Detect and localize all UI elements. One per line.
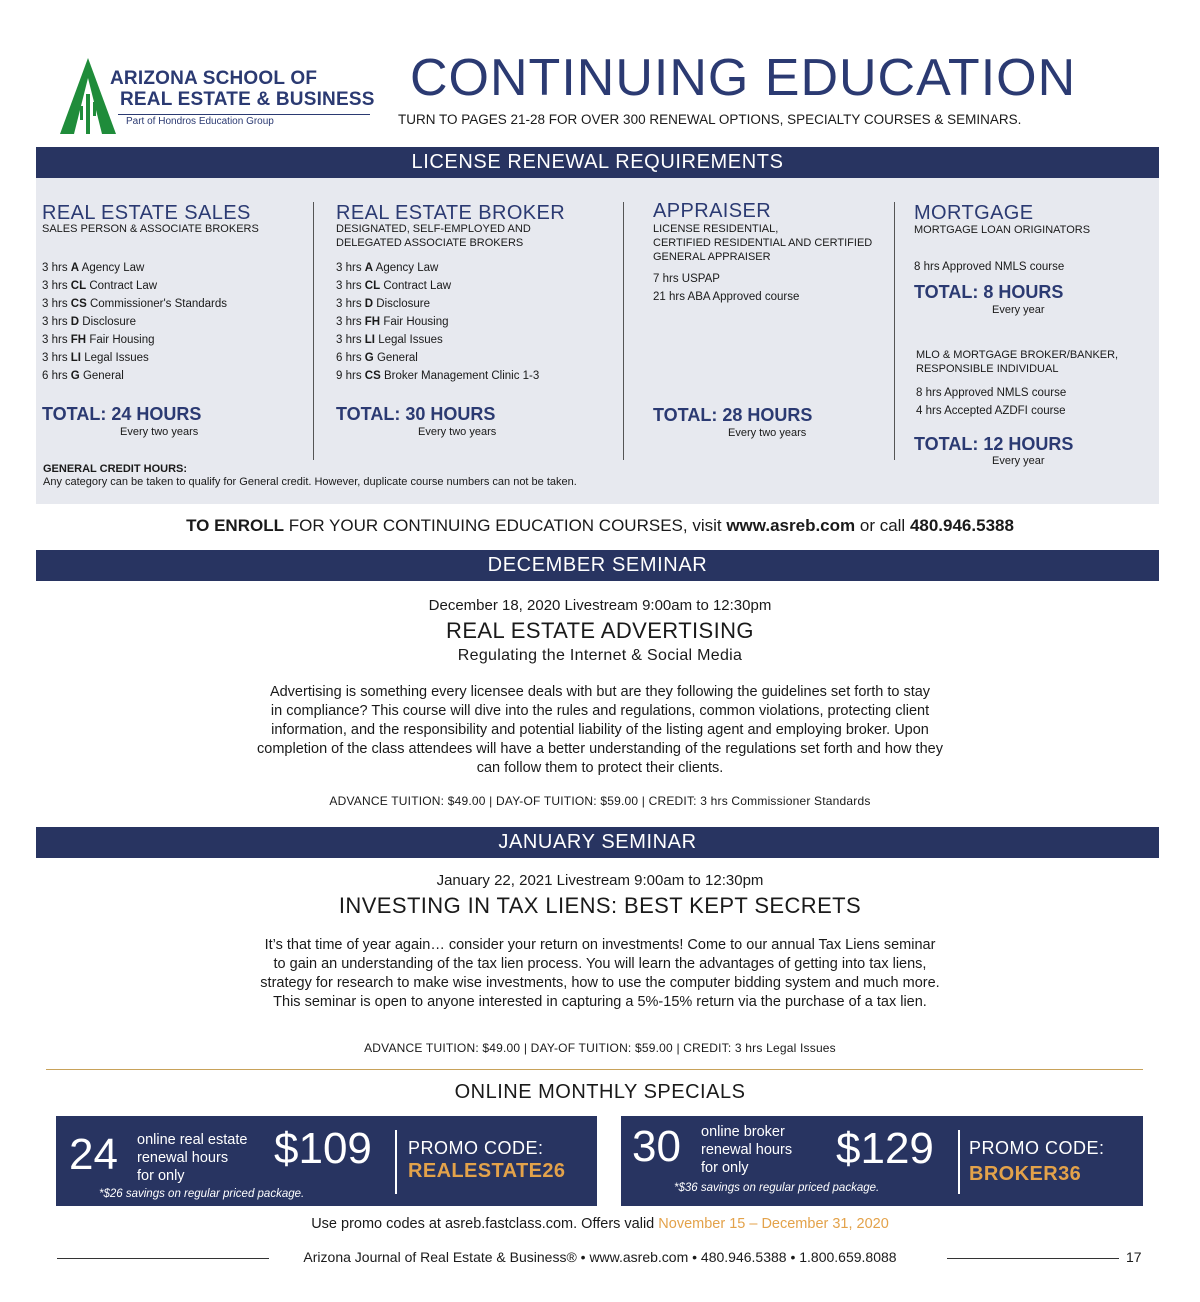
specials-heading: ONLINE MONTHLY SPECIALS <box>454 1081 746 1103</box>
footer-text: Arizona Journal of Real Estate & Business® • www.asreb.com • 480.946.5388 • 1.800.659.8088 <box>303 1249 897 1265</box>
course-item: 3 hrs CS Commissioner's Standards <box>42 298 228 310</box>
appraiser-title: APPRAISER <box>653 200 772 222</box>
appraiser-total: TOTAL: 28 HOURS <box>653 405 813 425</box>
page-title: CONTINUING EDUCATION <box>410 49 1077 107</box>
course-item: 3 hrs LI Legal Issues <box>336 334 443 346</box>
broker-frequency: Every two years <box>418 426 497 438</box>
mountain-logo-icon <box>58 56 118 136</box>
mortgage-subtitle-2b: RESPONSIBLE INDIVIDUAL <box>916 363 1059 375</box>
december-seminar-heading: DECEMBER SEMINAR <box>36 550 1159 581</box>
renewal-requirements-panel <box>36 178 1159 504</box>
january-date: January 22, 2021 Livestream 9:00am to 12:30pm <box>436 872 764 889</box>
sales-total: TOTAL: 24 HOURS <box>42 404 202 424</box>
column-divider <box>313 202 314 460</box>
december-subtitle: Regulating the Internet & Social Media <box>457 647 743 664</box>
course-item: 3 hrs CL Contract Law <box>336 280 452 292</box>
general-credit-label: GENERAL CREDIT HOURS: <box>43 463 188 475</box>
course-item: 8 hrs Approved NMLS course <box>914 261 1065 273</box>
promo-code[interactable]: REALESTATE26 <box>408 1160 566 1182</box>
broker-title: REAL ESTATE BROKER <box>336 202 566 224</box>
course-item: 3 hrs FH Fair Housing <box>336 316 449 328</box>
appraiser-subtitle-3: GENERAL APPRAISER <box>653 251 771 263</box>
promo-card-realestate[interactable] <box>56 1116 597 1206</box>
mortgage-subtitle: MORTGAGE LOAN ORIGINATORS <box>914 224 1091 236</box>
mortgage-frequency-2: Every year <box>992 455 1045 467</box>
course-item: 9 hrs CS Broker Management Clinic 1-3 <box>336 370 540 382</box>
sales-frequency: Every two years <box>120 426 199 438</box>
mortgage-subtitle-2a: MLO & MORTGAGE BROKER/BANKER, <box>916 349 1119 361</box>
column-divider <box>894 202 895 460</box>
promo-price: $129 <box>836 1124 934 1173</box>
mortgage-title: MORTGAGE <box>914 202 1034 224</box>
promo-note: Use promo codes at asreb.fastclass.com. Offers valid November 15 – December 31, 2020 <box>311 1216 889 1232</box>
appraiser-frequency: Every two years <box>728 427 807 439</box>
course-item: 6 hrs G General <box>336 352 418 364</box>
course-item: 3 hrs D Disclosure <box>336 298 430 310</box>
promo-description: online broker renewal hours for only <box>701 1124 793 1176</box>
logo-line-3: Part of Hondros Education Group <box>126 116 274 127</box>
course-item: 3 hrs A Agency Law <box>42 262 145 274</box>
promo-hours: 24 <box>69 1130 118 1179</box>
broker-subtitle-2: DELEGATED ASSOCIATE BROKERS <box>336 237 524 249</box>
course-item: 7 hrs USPAP <box>653 273 720 285</box>
enroll-phone[interactable]: 480.946.5388 <box>909 516 1014 535</box>
mortgage-total-2: TOTAL: 12 HOURS <box>914 434 1074 454</box>
renewal-heading: LICENSE RENEWAL REQUIREMENTS <box>36 147 1159 178</box>
mortgage-total-1: TOTAL: 8 HOURS <box>914 282 1064 302</box>
mortgage-course-list <box>916 384 1146 420</box>
broker-course-list <box>336 259 606 385</box>
logo-line-1: ARIZONA SCHOOL OF <box>110 68 318 89</box>
promo-savings: *$26 savings on regular priced package. <box>99 1188 305 1200</box>
appraiser-subtitle-1: LICENSE RESIDENTIAL, <box>653 223 779 235</box>
course-item: 3 hrs A Agency Law <box>336 262 439 274</box>
promo-card-broker[interactable] <box>621 1116 1143 1206</box>
sales-title: REAL ESTATE SALES <box>42 202 251 224</box>
enroll-url-link[interactable]: www.asreb.com <box>726 516 856 535</box>
column-divider <box>623 202 624 460</box>
sales-subtitle: SALES PERSON & ASSOCIATE BROKERS <box>42 223 259 235</box>
appraiser-course-list <box>653 270 903 306</box>
mortgage-frequency-1: Every year <box>992 304 1045 316</box>
logo-line-2: REAL ESTATE & BUSINESS <box>120 89 375 110</box>
december-date: December 18, 2020 Livestream 9:00am to 12:30pm <box>428 597 772 614</box>
january-seminar-heading: JANUARY SEMINAR <box>36 827 1159 858</box>
december-title: REAL ESTATE ADVERTISING <box>446 618 754 643</box>
promo-hours: 30 <box>632 1122 681 1171</box>
promo-description: online real estate renewal hours for only <box>137 1132 248 1184</box>
logo-divider <box>118 114 370 115</box>
january-tuition: ADVANCE TUITION: $49.00 | DAY-OF TUITION: $59.00 | CREDIT: 3 hrs Legal Issues <box>364 1041 836 1055</box>
promo-code-label: PROMO CODE: <box>408 1138 544 1158</box>
promo-price: $109 <box>274 1124 372 1173</box>
promo-url-link[interactable]: asreb.fastclass.com <box>444 1216 574 1232</box>
course-item: 21 hrs ABA Approved course <box>653 291 800 303</box>
promo-savings: *$36 savings on regular priced package. <box>674 1182 880 1194</box>
gold-divider <box>46 1069 1143 1070</box>
broker-total: TOTAL: 30 HOURS <box>336 404 496 424</box>
january-description: It’s that time of year again… consider your return on investments! Come to our annual Tax Liens seminar to gain an understanding of the tax lien process. You will learn the advantages of getting into tax liens, strategy for research to make wise investments, how to use the computer bidding system and much more. This seminar is open to anyone interested in capturing a 5%-15% return via the purchase of a tax lien. <box>260 937 940 1010</box>
sales-course-list <box>42 259 302 385</box>
enroll-line: TO ENROLL FOR YOUR CONTINUING EDUCATION COURSES, visit www.asreb.com or call 480.946.5388 <box>186 516 1014 535</box>
general-credit-text: Any category can be taken to qualify for General credit. However, duplicate course numbers can not be taken. <box>43 476 577 488</box>
appraiser-subtitle-2: CERTIFIED RESIDENTIAL AND CERTIFIED <box>653 237 873 249</box>
promo-divider <box>395 1130 397 1194</box>
promo-code[interactable]: BROKER36 <box>969 1163 1082 1185</box>
school-logo <box>58 56 378 136</box>
promo-divider <box>958 1130 960 1194</box>
promo-code-label: PROMO CODE: <box>969 1138 1105 1158</box>
course-item: 3 hrs CL Contract Law <box>42 280 158 292</box>
page-subtitle: TURN TO PAGES 21-28 FOR OVER 300 RENEWAL OPTIONS, SPECIALTY COURSES & SEMINARS. <box>398 112 1022 127</box>
course-item: 8 hrs Approved NMLS course <box>916 387 1067 399</box>
course-item: 3 hrs D Disclosure <box>42 316 136 328</box>
course-item: 6 hrs G General <box>42 370 124 382</box>
december-description: Advertising is something every licensee deals with but are they following the guidelines set forth to stay in compliance? This course will dive into the rules and regulations, common violations, protecting client information, and the responsibility and potential liability of the listing agent and employing broker. Upon completion of the class attendees will have a better understanding of the regulations set forth and how they can follow them to protect their clients. <box>257 684 943 776</box>
course-item: 3 hrs LI Legal Issues <box>42 352 149 364</box>
page-number: 17 <box>1126 1249 1142 1265</box>
january-title: INVESTING IN TAX LIENS: BEST KEPT SECRETS <box>338 893 862 918</box>
course-item: 4 hrs Accepted AZDFI course <box>916 405 1066 417</box>
course-item: 3 hrs FH Fair Housing <box>42 334 155 346</box>
broker-subtitle-1: DESIGNATED, SELF-EMPLOYED AND <box>336 223 531 235</box>
december-tuition: ADVANCE TUITION: $49.00 | DAY-OF TUITION: $59.00 | CREDIT: 3 hrs Commissioner Standards <box>329 794 871 808</box>
